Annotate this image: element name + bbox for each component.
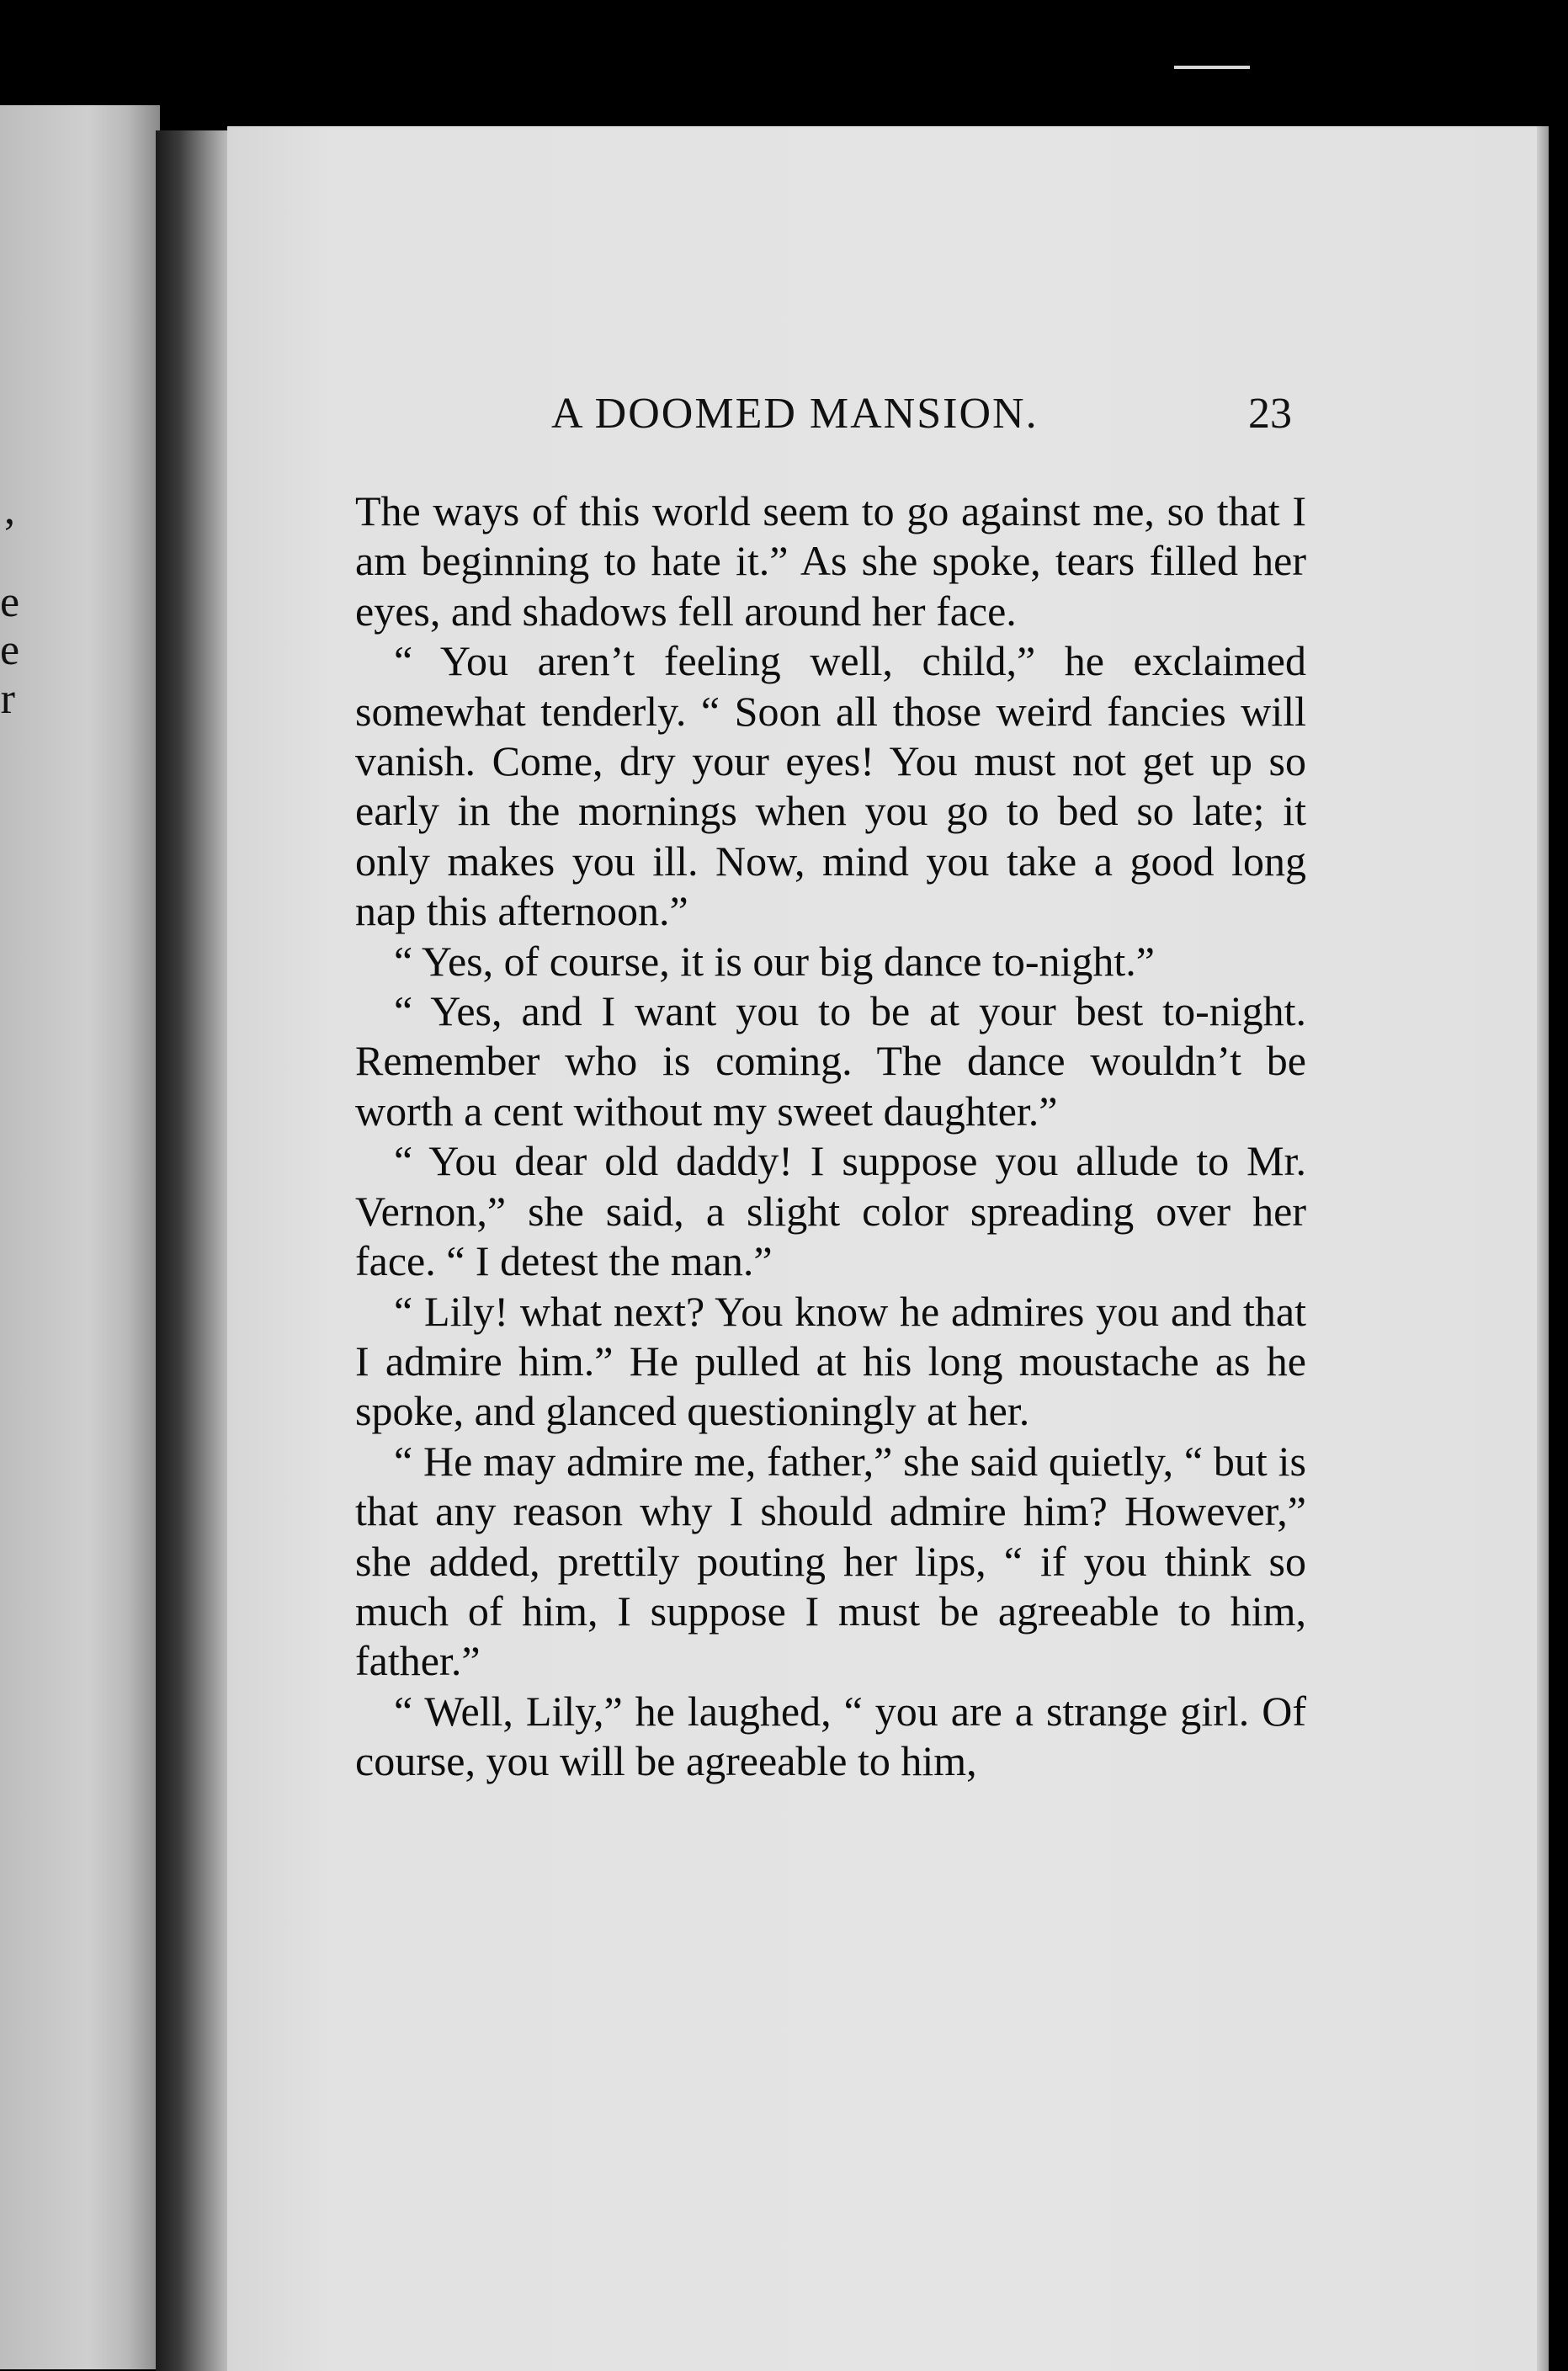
paragraph: “ You dear old daddy! I suppose you allude to Mr. Vernon,” she said, a slight color spreading over her face. “ I detest the man.” <box>355 1137 1306 1285</box>
book-gutter-shadow <box>156 130 236 2371</box>
paragraph: “ Lily! what next? You know he admires you and that I admire him.” He pulled at his long moustache as he spoke, and glanced questioningly at her. <box>355 1287 1306 1435</box>
body-text <box>355 486 1306 1787</box>
paragraph: “ Yes, of course, it is our big dance to-night.” <box>394 937 1156 985</box>
previous-page-glyph: e <box>0 578 20 626</box>
previous-page-edge <box>0 105 160 2369</box>
page-number: 23 <box>1248 390 1292 438</box>
running-head: A DOOMED MANSION. <box>551 390 1039 438</box>
paragraph: “ Well, Lily,” he laughed, “ you are a strange girl. Of course, you will be agreeable to him, <box>355 1687 1306 1785</box>
previous-page-glyph: e <box>0 626 20 674</box>
previous-page-glyph: r <box>0 675 15 723</box>
paragraph: The ways of this world seem to go against me, so that I am beginning to hate it.” As she spoke, tears filled her eyes, and shadows fell around her face. <box>355 487 1306 635</box>
paragraph: “ Yes, and I want you to be at your best to-night. Remember who is coming. The dance wouldn’t be worth a cent without my sweet daughter.” <box>355 987 1306 1135</box>
previous-page-glyph: , <box>4 486 15 534</box>
paragraph: “ He may admire me, father,” she said quietly, “ but is that any reason why I should admire him? However,” she added, prettily pouting her lips, “ if you think so much of him, I suppose I must be agreeable to him, father.” <box>355 1437 1306 1685</box>
paragraph: “ You aren’t feeling well, child,” he exclaimed somewhat tenderly. “ Soon all those weird fancies will vanish. Come, dry your eyes! You must not get up so early in the mornings when you go to bed so late; it only makes you ill. Now, mind you take a good long nap this afternoon.” <box>355 637 1306 935</box>
scan-artifact <box>1174 66 1250 69</box>
page-edge-shadow <box>1537 126 1549 2371</box>
